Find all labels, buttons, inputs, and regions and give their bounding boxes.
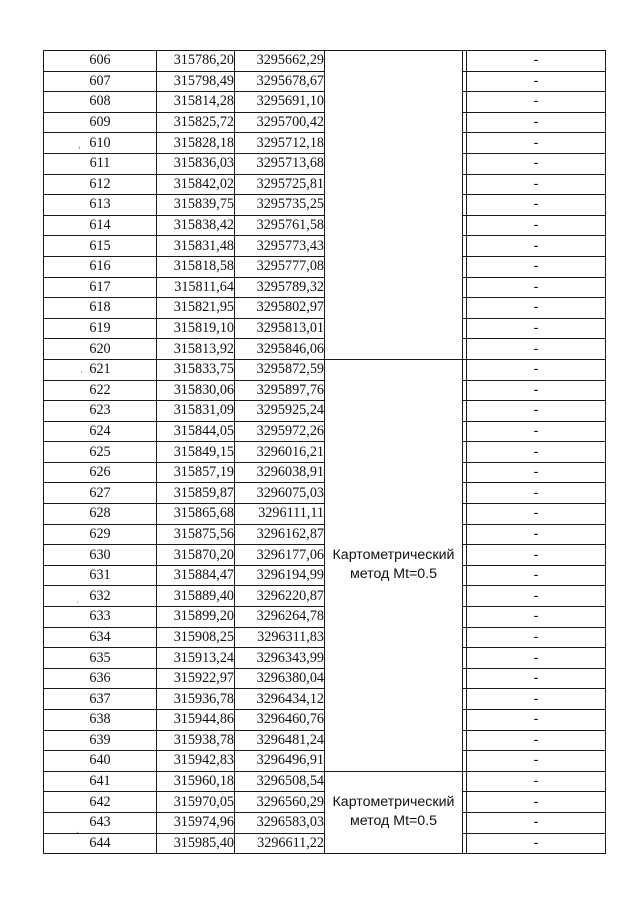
y-coordinate-cell: 3296111,11 [235,504,325,525]
scan-speck: ' [78,146,81,156]
x-coordinate-cell: 315974,96 [157,812,235,833]
method-text-line: Картометрический [332,794,455,811]
point-number-cell: 611 [44,153,157,174]
accuracy-cell: - [467,380,606,401]
y-coordinate-cell: 3295735,25 [235,195,325,216]
point-number-cell: 643 [44,812,157,833]
x-coordinate-cell: 315818,58 [157,256,235,277]
accuracy-cell: - [467,545,606,566]
y-coordinate-cell: 3296264,78 [235,607,325,628]
y-coordinate-cell: 3295872,59 [235,359,325,380]
accuracy-cell: - [467,792,606,813]
x-coordinate-cell: 315913,24 [157,648,235,669]
accuracy-cell: - [467,277,606,298]
accuracy-cell: - [467,730,606,751]
y-coordinate-cell: 3296311,83 [235,627,325,648]
y-coordinate-cell: 3296434,12 [235,689,325,710]
accuracy-cell: - [467,483,606,504]
point-number-cell: 640 [44,751,157,772]
point-number-cell: 641 [44,771,157,792]
x-coordinate-cell: 315821,95 [157,298,235,319]
point-number-cell: 629 [44,524,157,545]
accuracy-cell: - [467,668,606,689]
accuracy-cell: - [467,833,606,854]
accuracy-cell: - [467,112,606,133]
accuracy-cell: - [467,710,606,731]
point-number-cell: 612 [44,174,157,195]
point-number-cell: 613 [44,195,157,216]
point-number-cell: 615 [44,236,157,257]
y-coordinate-cell: 3296508,54 [235,771,325,792]
accuracy-cell: - [467,812,606,833]
table-row [44,359,606,380]
x-coordinate-cell: 315944,86 [157,710,235,731]
x-coordinate-cell: 315830,06 [157,380,235,401]
y-coordinate-cell: 3296611,22 [235,833,325,854]
x-coordinate-cell: 315798,49 [157,71,235,92]
point-number-cell: 628 [44,504,157,525]
x-coordinate-cell: 315875,56 [157,524,235,545]
accuracy-cell: - [467,565,606,586]
point-number-cell: 607 [44,71,157,92]
point-number-cell: 636 [44,668,157,689]
y-coordinate-cell: 3295761,58 [235,215,325,236]
accuracy-cell: - [467,586,606,607]
x-coordinate-cell: 315857,19 [157,462,235,483]
x-coordinate-cell: 315819,10 [157,318,235,339]
x-coordinate-cell: 315831,09 [157,401,235,422]
y-coordinate-cell: 3296194,99 [235,565,325,586]
accuracy-cell: - [467,751,606,772]
x-coordinate-cell: 315842,02 [157,174,235,195]
x-coordinate-cell: 315828,18 [157,133,235,154]
y-coordinate-cell: 3295897,76 [235,380,325,401]
accuracy-cell: - [467,71,606,92]
x-coordinate-cell: 315814,28 [157,92,235,113]
accuracy-cell: - [467,504,606,525]
x-coordinate-cell: 315938,78 [157,730,235,751]
y-coordinate-cell: 3295713,68 [235,153,325,174]
y-coordinate-cell: 3296075,03 [235,483,325,504]
y-coordinate-cell: 3295712,18 [235,133,325,154]
y-coordinate-cell: 3296380,04 [235,668,325,689]
accuracy-cell: - [467,298,606,319]
y-coordinate-cell: 3295725,81 [235,174,325,195]
accuracy-cell: - [467,215,606,236]
point-number-cell: 619 [44,318,157,339]
scan-speck: · [80,368,83,378]
y-coordinate-cell: 3296460,76 [235,710,325,731]
y-coordinate-cell: 3296496,91 [235,751,325,772]
x-coordinate-cell: 315844,05 [157,421,235,442]
x-coordinate-cell: 315836,03 [157,153,235,174]
point-number-cell: 627 [44,483,157,504]
accuracy-cell: - [467,339,606,360]
point-number-cell: 610 [44,133,157,154]
y-coordinate-cell: 3295773,43 [235,236,325,257]
accuracy-cell: - [467,359,606,380]
table-row [44,51,606,72]
point-number-cell: 638 [44,710,157,731]
y-coordinate-cell: 3296177,06 [235,545,325,566]
accuracy-cell: - [467,153,606,174]
x-coordinate-cell: 315889,40 [157,586,235,607]
method-cell [325,771,463,853]
point-number-cell: 630 [44,545,157,566]
y-coordinate-cell: 3295691,10 [235,92,325,113]
y-coordinate-cell: 3295678,67 [235,71,325,92]
point-number-cell: 644 [44,833,157,854]
y-coordinate-cell: 3296343,99 [235,648,325,669]
point-number-cell: 618 [44,298,157,319]
accuracy-cell: - [467,689,606,710]
x-coordinate-cell: 315849,15 [157,442,235,463]
x-coordinate-cell: 315865,68 [157,504,235,525]
point-number-cell: 624 [44,421,157,442]
point-number-cell: 635 [44,648,157,669]
x-coordinate-cell: 315831,48 [157,236,235,257]
y-coordinate-cell: 3296583,03 [235,812,325,833]
y-coordinate-cell: 3296038,91 [235,462,325,483]
point-number-cell: 620 [44,339,157,360]
y-coordinate-cell: 3296162,87 [235,524,325,545]
x-coordinate-cell: 315908,25 [157,627,235,648]
x-coordinate-cell: 315813,92 [157,339,235,360]
point-number-cell: 623 [44,401,157,422]
point-number-cell: 622 [44,380,157,401]
point-number-cell: 626 [44,462,157,483]
accuracy-cell: - [467,648,606,669]
x-coordinate-cell: 315936,78 [157,689,235,710]
point-number-cell: 639 [44,730,157,751]
y-coordinate-cell: 3295662,29 [235,51,325,72]
x-coordinate-cell: 315833,75 [157,359,235,380]
point-number-cell: 621 [44,359,157,380]
method-text-line: Картометрический [332,547,455,564]
y-coordinate-cell: 3295802,97 [235,298,325,319]
x-coordinate-cell: 315942,83 [157,751,235,772]
accuracy-cell: - [467,771,606,792]
accuracy-cell: - [467,607,606,628]
accuracy-cell: - [467,421,606,442]
x-coordinate-cell: 315859,87 [157,483,235,504]
y-coordinate-cell: 3295789,32 [235,277,325,298]
point-number-cell: 616 [44,256,157,277]
x-coordinate-cell: 315870,20 [157,545,235,566]
accuracy-cell: - [467,462,606,483]
y-coordinate-cell: 3296481,24 [235,730,325,751]
coordinates-table-body [44,51,606,854]
table-row [44,771,606,792]
accuracy-cell: - [467,92,606,113]
accuracy-cell: - [467,174,606,195]
x-coordinate-cell: 315825,72 [157,112,235,133]
y-coordinate-cell: 3295972,26 [235,421,325,442]
y-coordinate-cell: 3295813,01 [235,318,325,339]
point-number-cell: 614 [44,215,157,236]
x-coordinate-cell: 315839,75 [157,195,235,216]
x-coordinate-cell: 315922,97 [157,668,235,689]
scan-speck: · [76,598,79,608]
point-number-cell: 606 [44,51,157,72]
method-cell [325,51,463,360]
y-coordinate-cell: 3295925,24 [235,401,325,422]
y-coordinate-cell: 3295846,06 [235,339,325,360]
y-coordinate-cell: 3295700,42 [235,112,325,133]
accuracy-cell: - [467,627,606,648]
point-number-cell: 625 [44,442,157,463]
coordinates-table [43,50,606,854]
accuracy-cell: - [467,236,606,257]
method-cell [325,359,463,771]
point-number-cell: 632 [44,586,157,607]
method-text-line: метод Mt=0.5 [349,813,438,830]
y-coordinate-cell: 3295777,08 [235,256,325,277]
x-coordinate-cell: 315970,05 [157,792,235,813]
x-coordinate-cell: 315985,40 [157,833,235,854]
point-number-cell: 634 [44,627,157,648]
y-coordinate-cell: 3296220,87 [235,586,325,607]
x-coordinate-cell: 315884,47 [157,565,235,586]
y-coordinate-cell: 3296016,21 [235,442,325,463]
scan-speck: , [76,826,79,836]
accuracy-cell: - [467,442,606,463]
accuracy-cell: - [467,133,606,154]
x-coordinate-cell: 315899,20 [157,607,235,628]
point-number-cell: 631 [44,565,157,586]
x-coordinate-cell: 315838,42 [157,215,235,236]
point-number-cell: 633 [44,607,157,628]
x-coordinate-cell: 315960,18 [157,771,235,792]
accuracy-cell: - [467,195,606,216]
point-number-cell: 617 [44,277,157,298]
point-number-cell: 642 [44,792,157,813]
point-number-cell: 637 [44,689,157,710]
accuracy-cell: - [467,524,606,545]
method-text-line: метод Mt=0.5 [349,566,438,583]
accuracy-cell: - [467,318,606,339]
x-coordinate-cell: 315786,20 [157,51,235,72]
accuracy-cell: - [467,51,606,72]
accuracy-cell: - [467,401,606,422]
x-coordinate-cell: 315811,64 [157,277,235,298]
accuracy-cell: - [467,256,606,277]
point-number-cell: 608 [44,92,157,113]
y-coordinate-cell: 3296560,29 [235,792,325,813]
point-number-cell: 609 [44,112,157,133]
